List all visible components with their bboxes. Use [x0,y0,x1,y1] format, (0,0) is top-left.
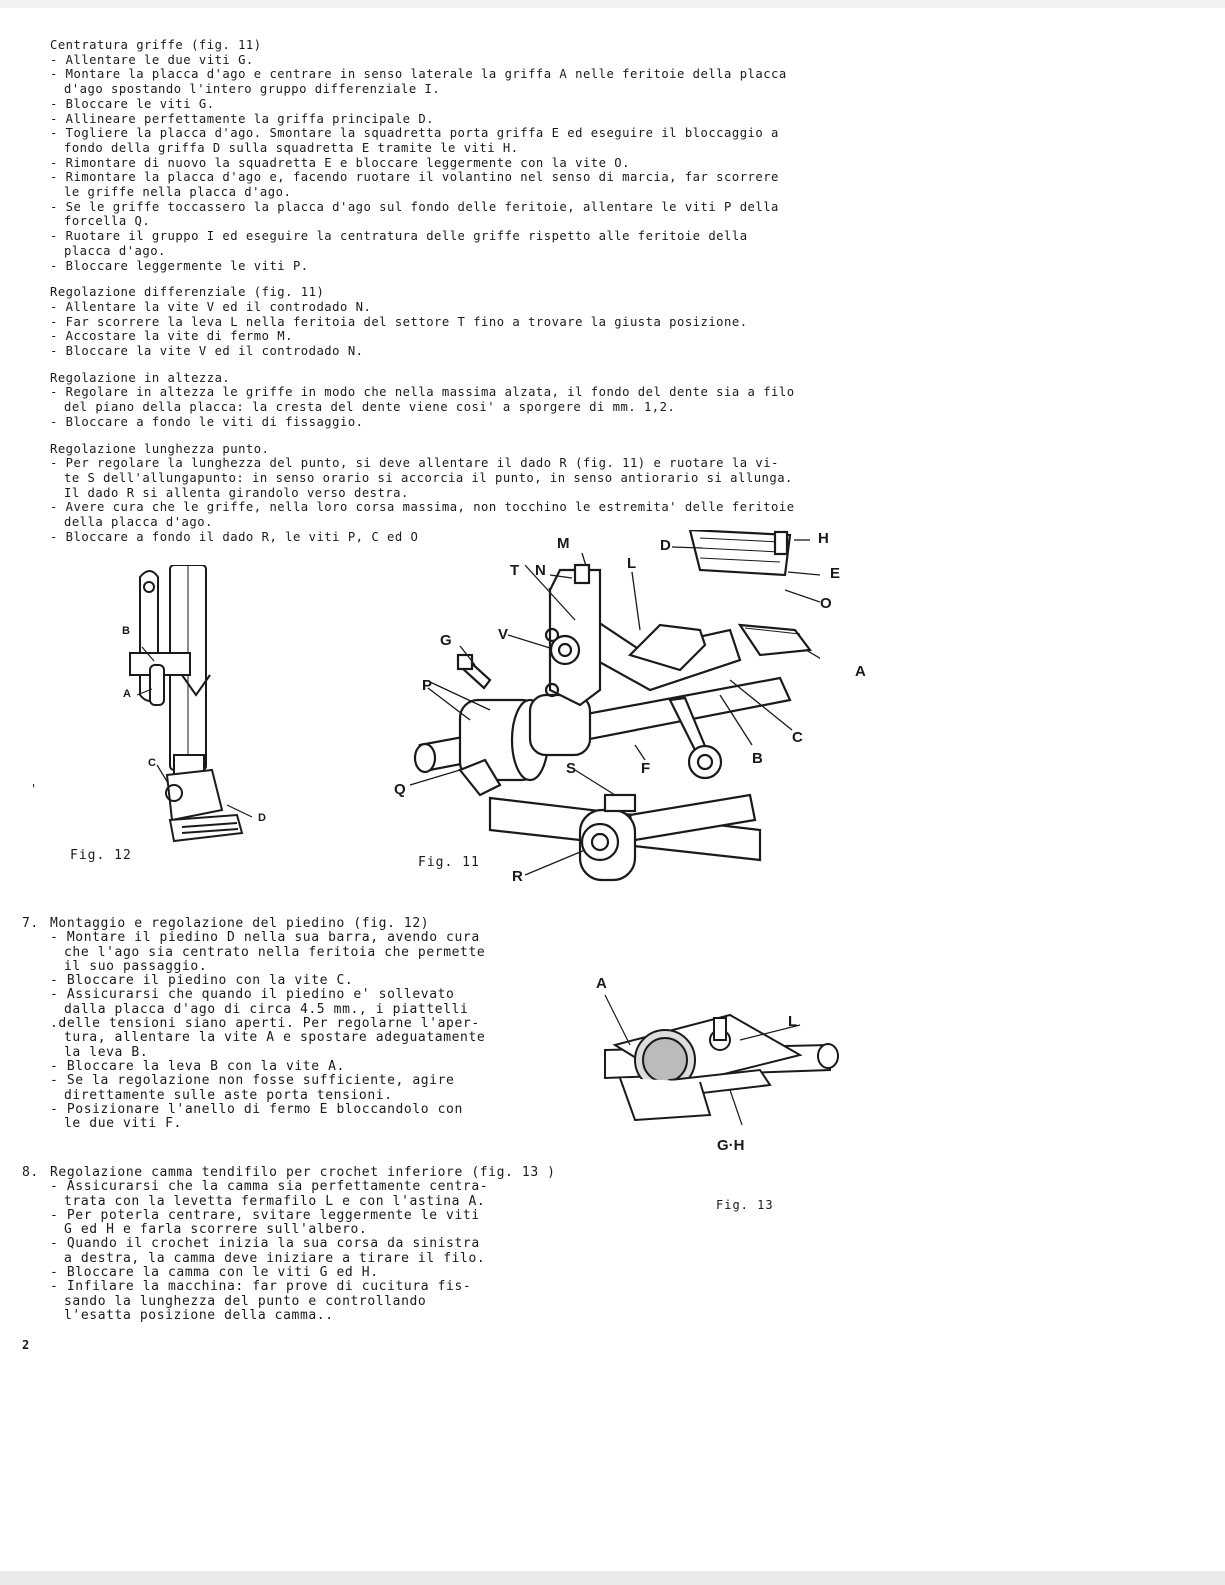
section-title: Regolazione in altezza. [50,370,231,385]
fig11-label-p: P [422,677,433,694]
text-line: - Montare il piedino D nella sua barra, avendo cura [50,930,480,946]
text-line: trata con la levetta fermafilo L e con l'astina A. [64,1193,486,1209]
section-piedino [22,916,610,1132]
text-line: - Rimontare di nuovo la squadretta E e bloccare leggermente con la vite O. [50,155,630,170]
section-differenziale [50,285,1170,359]
text-line: - Bloccare le viti G. [50,96,215,111]
fig11-label-s: S [566,760,577,777]
text-line: - Bloccare leggermente le viti P. [50,258,309,273]
section-title: Montaggio e regolazione del piedino (fig. 12) [50,916,430,931]
text-line: il suo passaggio. [64,958,208,974]
text-line: a destra, la camma deve iniziare a tirare il filo. [64,1250,486,1266]
fig11-label-a: A [855,663,866,680]
fig11-label-q: Q [394,781,406,798]
fig12-label-d: D [258,812,266,824]
fig13-label-l: L [788,1013,798,1030]
text-line: - Rimontare la placca d'ago e, facendo ruotare il volantino nel senso di marcia, far scorrere [50,170,779,185]
section-title: Regolazione lunghezza punto. [50,441,270,456]
fig11-label-c: C [792,729,803,746]
fig11-label-n: N [535,562,546,579]
fig12-label-b: B [122,625,130,637]
fig11-label-l: L [627,555,637,572]
text-line: d'ago spostando l'intero gruppo differenziale I. [64,82,441,97]
text-line: - Allentare le due viti G. [50,52,254,67]
text-line: - Quando il crochet inizia la sua corsa da sinistra [50,1236,480,1252]
fig12-label-a: A [123,688,131,700]
fig11-label-d: D [660,537,671,554]
fig11-label-t: T [510,562,520,579]
text-line: la leva B. [64,1044,149,1060]
text-line: - Per regolare la lunghezza del punto, si deve allentare il dado R (fig. 11) e ruotare la vi- [50,456,779,471]
text-line: - Se la regolazione non fosse sufficiente, agire [50,1073,455,1089]
text-line: - Bloccare la camma con le viti G ed H. [50,1265,379,1281]
text-line: - Allineare perfettamente la griffa principale D. [50,111,435,126]
page-number: 2 [22,1338,30,1352]
text-line: dalla placca d'ago di circa 4.5 mm., i piattelli [64,1001,469,1017]
text-line: - Posizionare l'anello di fermo E bloccandolo con [50,1101,463,1117]
text-line: .delle tensioni siano aperti. Per regolarne l'aper- [50,1016,480,1032]
fig11-label-m: M [557,535,570,552]
text-line: del piano della placca: la cresta del dente viene cosi' a sporgere di mm. 1,2. [64,400,676,415]
top-text-block [50,38,1170,545]
section-camma [22,1165,690,1323]
text-line: - Accostare la vite di fermo M. [50,329,293,344]
text-line: te S dell'allungapunto: in senso orario si accorcia il punto, in senso antiorario si allunga. [64,470,793,485]
fig11-label-g: G [440,632,452,649]
text-line: - Bloccare il piedino con la vite C. [50,973,354,989]
text-line: direttamente sulle aste porta tensioni. [64,1087,393,1103]
fig11-caption: Fig. 11 [418,855,480,870]
text-line: - Infilare la macchina: far prove di cucitura fis- [50,1279,472,1295]
fig-11-drawing [400,530,820,900]
section-title: Centratura griffe (fig. 11) [50,38,262,52]
text-line: - Ruotare il gruppo I ed eseguire la centratura delle griffe rispetto alle feritoie della [50,229,748,244]
text-line: le griffe nella placca d'ago. [64,185,292,200]
text-line: che l'ago sia centrato nella feritoia che permette [64,944,486,960]
text-line: forcella Q. [64,214,151,229]
text-line: - Bloccare a fondo il dado R, le viti P, C ed O [50,529,419,544]
text-line: - Regolare in altezza le griffe in modo che nella massima alzata, il fondo del dente sia a filo [50,385,795,400]
text-line: le due viti F. [64,1116,182,1132]
text-line: - Se le griffe toccassero la placca d'ago sul fondo delle feritoie, allentare le viti P della [50,199,779,214]
text-line: G ed H e farla scorrere sull'albero. [64,1222,368,1238]
text-line: l'esatta posizione della camma.. [64,1307,334,1323]
text-line: - Assicurarsi che quando il piedino e' sollevato [50,987,455,1003]
text-line: della placca d'ago. [64,515,213,530]
text-line: - Bloccare la leva B con la vite A. [50,1058,345,1074]
text-line: - Bloccare la vite V ed il controdado N. [50,344,364,359]
text-line: - Avere cura che le griffe, nella loro corsa massima, non tocchino le estremita' delle feritoie [50,500,795,515]
fig-12-drawing [112,565,272,855]
fig-13-drawing [590,990,845,1140]
fig11-label-h: H [818,530,829,547]
text-line: - Montare la placca d'ago e centrare in senso laterale la griffa A nelle feritoie della placca [50,67,787,82]
page-top-edge [0,0,1225,8]
fig13-caption: Fig. 13 [716,1198,774,1212]
text-line: - Per poterla centrare, svitare leggermente le viti [50,1207,480,1223]
margin-mark: ' [30,782,38,796]
text-line: tura, allentare la vite A e spostare adeguatamente [64,1030,486,1046]
section-altezza [50,371,1170,430]
text-line: - Togliere la placca d'ago. Smontare la squadretta porta griffa E ed eseguire il bloccaggio a [50,126,779,141]
section-title: Regolazione differenziale (fig. 11) [50,285,325,300]
text-line: sando la lunghezza del punto e controllando [64,1293,427,1309]
section-centratura [50,38,1170,273]
fig13-label-gh: G·H [717,1137,745,1154]
text-line: - Allentare la vite V ed il controdado N. [50,299,372,314]
fig11-label-v: V [498,626,509,643]
text-line: fondo della griffa D sulla squadretta E tramite le viti H. [64,140,519,155]
page-bottom-edge [0,1571,1225,1585]
section-title: Regolazione camma tendifilo per crochet inferiore (fig. 13 ) [50,1165,556,1180]
fig11-label-f: F [641,760,651,777]
fig12-label-c: C [148,757,156,769]
fig11-label-b: B [752,750,763,767]
text-line: Il dado R si allenta girandolo verso destra. [64,485,409,500]
section-number: 7. [22,916,39,931]
text-line: - Far scorrere la leva L nella feritoia del settore T fino a trovare la giusta posizione. [50,314,748,329]
fig11-label-r: R [512,868,523,885]
text-line: - Assicurarsi che la camma sia perfettamente centra- [50,1179,489,1195]
fig11-label-e: E [830,565,841,582]
fig11-label-o: O [820,595,832,612]
text-line: placca d'ago. [64,243,166,258]
section-number: 8. [22,1165,39,1180]
fig13-label-a: A [596,975,607,992]
fig12-caption: Fig. 12 [70,848,132,863]
text-line: - Bloccare a fondo le viti di fissaggio. [50,414,364,429]
